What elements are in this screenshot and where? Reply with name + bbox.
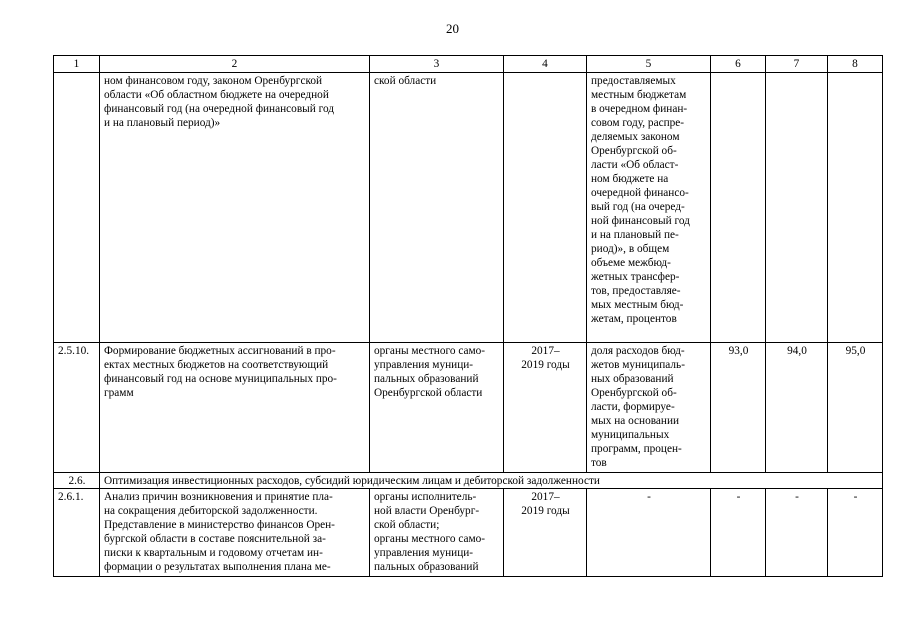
indicator: доля расходов бюд- жетов муниципаль- ных образований Оренбургской об- ласти, формируе- мых на основании муниципальных программ, процен- тов — [587, 343, 711, 473]
section-row — [54, 473, 883, 489]
column-number: 3 — [370, 56, 504, 73]
section-title: Оптимизация инвестиционных расходов, субсидий юридическим лицам и дебиторской задолженности — [100, 473, 883, 489]
value-2019: - — [828, 489, 883, 577]
table-row — [54, 73, 883, 343]
plan-table — [53, 55, 883, 577]
measure-text: Формирование бюджетных ассигнований в про- ектах местных бюджетов на соответствующий финансовый год на основе муниципальных про- грамм — [100, 343, 370, 473]
value-2019: 95,0 — [828, 343, 883, 473]
value-2018: - — [766, 489, 828, 577]
responsible-executor: органы исполнитель- ной власти Оренбург- ской области; органы местного само- управления муници- пальных образований — [370, 489, 504, 577]
column-number: 4 — [504, 56, 587, 73]
column-number-row — [54, 56, 883, 73]
column-number: 6 — [711, 56, 766, 73]
column-number: 5 — [587, 56, 711, 73]
value-2018: 94,0 — [766, 343, 828, 473]
responsible-executor: ской области — [370, 73, 504, 343]
section-number: 2.6. — [54, 473, 100, 489]
value-2018 — [766, 73, 828, 343]
term: 2017– 2019 годы — [504, 489, 587, 577]
value-2019 — [828, 73, 883, 343]
item-number: 2.6.1. — [54, 489, 100, 577]
indicator: предоставляемых местным бюджетам в очередном финан- совом году, распре- деляемых законом Оренбургской об- ласти «Об област- ном бюджете на очередной финансо- вый год (на очеред- ной финансовый год и на плановый пе- риод)», в общем объеме межбюд- жетных трансфер- тов, предоставляе- мых местным бюд- жетам, процентов — [587, 73, 711, 343]
term — [504, 73, 587, 343]
value-2017: - — [711, 489, 766, 577]
measure-text: ном финансовом году, законом Оренбургской области «Об областном бюджете на очередной финансовый год (на очередной финансовый год и на плановый период)» — [100, 73, 370, 343]
table-row — [54, 489, 883, 577]
indicator: - — [587, 489, 711, 577]
value-2017: 93,0 — [711, 343, 766, 473]
value-2017 — [711, 73, 766, 343]
item-number — [54, 73, 100, 343]
responsible-executor: органы местного само- управления муници- пальных образований Оренбургской области — [370, 343, 504, 473]
term: 2017– 2019 годы — [504, 343, 587, 473]
column-number: 7 — [766, 56, 828, 73]
item-number: 2.5.10. — [54, 343, 100, 473]
column-number: 8 — [828, 56, 883, 73]
column-number: 1 — [54, 56, 100, 73]
table-row — [54, 343, 883, 473]
measure-text: Анализ причин возникновения и принятие пла- на сокращения дебиторской задолженности. Представление в министерство финансов Орен- бургской области в составе пояснительной за- писки к квартальным и годовому отчетам ин- формации о результатах выполнения плана ме- — [100, 489, 370, 577]
page-number: 20 — [446, 21, 459, 36]
column-number: 2 — [100, 56, 370, 73]
